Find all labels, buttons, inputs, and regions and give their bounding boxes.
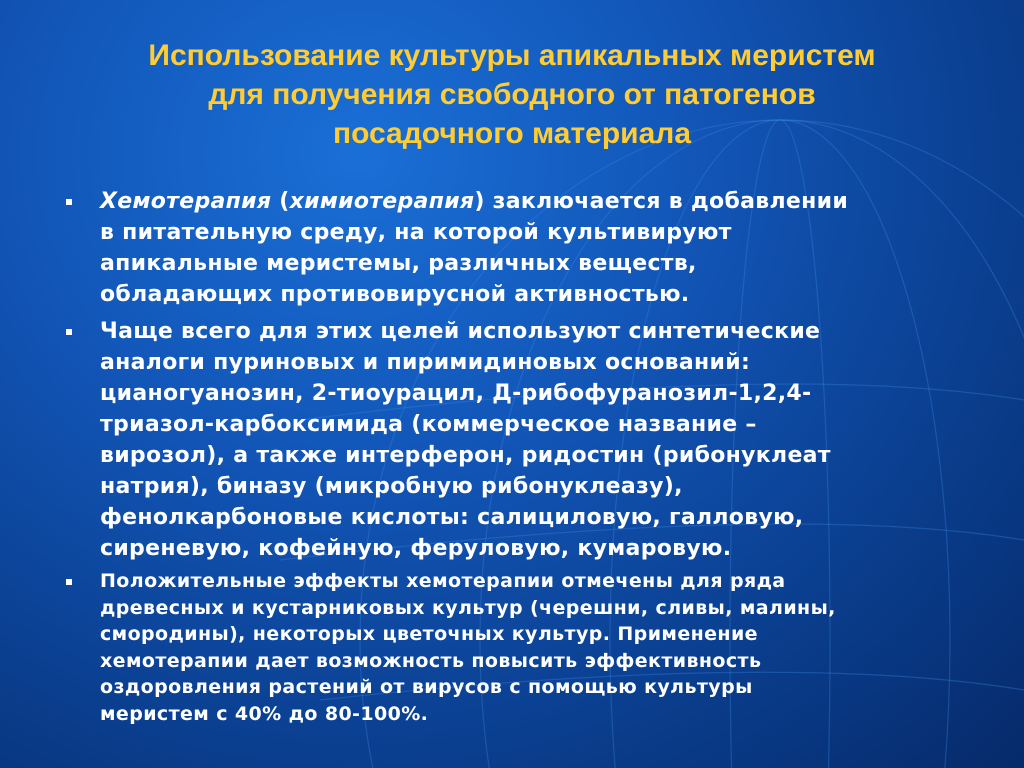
bullet-2-line-1: Чаще всего для этих целей используют синтетические: [100, 319, 821, 344]
bullet-2-line-2: аналоги пуриновых и пиримидиновых оснований:: [100, 350, 751, 375]
slide-title: [60, 36, 964, 153]
bullet-list: [60, 186, 970, 727]
square-bullet-icon: [66, 579, 72, 585]
bullet-3-line-3: смородины), некоторых цветочных культур. Применение: [100, 623, 758, 645]
bullet-synthetic-analogs: [60, 316, 970, 564]
bullet-2-line-8: сиреневую, кофейную, феруловую, кумаровую.: [100, 536, 732, 561]
bullet-2-line-3: цианогуанозин, 2-тиоурацил, Д-рибофуранозил-1,2,4-: [100, 381, 812, 406]
bullet-chemotherapy-definition: [60, 186, 970, 310]
bullet-2-line-7: фенолкарбоновые кислоты: салициловую, галловую,: [100, 505, 804, 530]
title-line-2: для получения свободного от патогенов: [208, 78, 816, 111]
bullet-2-line-6: натрия), биназу (микробную рибонуклеазу),: [100, 474, 683, 499]
term-chemotherapy-alt: химиотерапия: [289, 189, 475, 214]
term-chemotherapy: Хемотерапия: [100, 189, 272, 214]
bullet-2-line-5: вирозол), а также интерферон, ридостин (рибонуклеат: [100, 443, 831, 468]
bullet-3-line-2: древесных и кустарниковых культур (черешни, сливы, малины,: [100, 596, 836, 619]
bullet-2-line-4: триазол-карбоксимида (коммерческое название –: [100, 412, 757, 437]
bullet-1-line-1-rest: ) заключается в добавлении: [474, 189, 849, 214]
bullet-1-line-1: [100, 186, 970, 217]
title-line-1: Использование культуры апикальных меристем: [148, 39, 876, 72]
square-bullet-icon: [66, 199, 72, 205]
bullet-positive-effects: [60, 568, 970, 727]
bullet-3-line-6: меристем с 40% до 80-100%.: [100, 702, 429, 725]
bullet-1-line-2: в питательную среду, на которой культивируют: [100, 220, 732, 245]
square-bullet-icon: [66, 329, 72, 335]
bullet-1-line-3: апикальные меристемы, различных веществ,: [100, 251, 697, 276]
paren-open: (: [271, 189, 290, 214]
bullet-3-line-4: хемотерапии дает возможность повысить эффективность: [100, 649, 762, 672]
title-line-3: посадочного материала: [332, 117, 692, 150]
bullet-3-line-5: оздоровления растений от вирусов с помощью культуры: [100, 676, 753, 698]
bullet-1-line-4: обладающих противовирусной активностью.: [100, 282, 690, 307]
bullet-3-line-1: Положительные эффекты хемотерапии отмечены для ряда: [100, 570, 786, 592]
